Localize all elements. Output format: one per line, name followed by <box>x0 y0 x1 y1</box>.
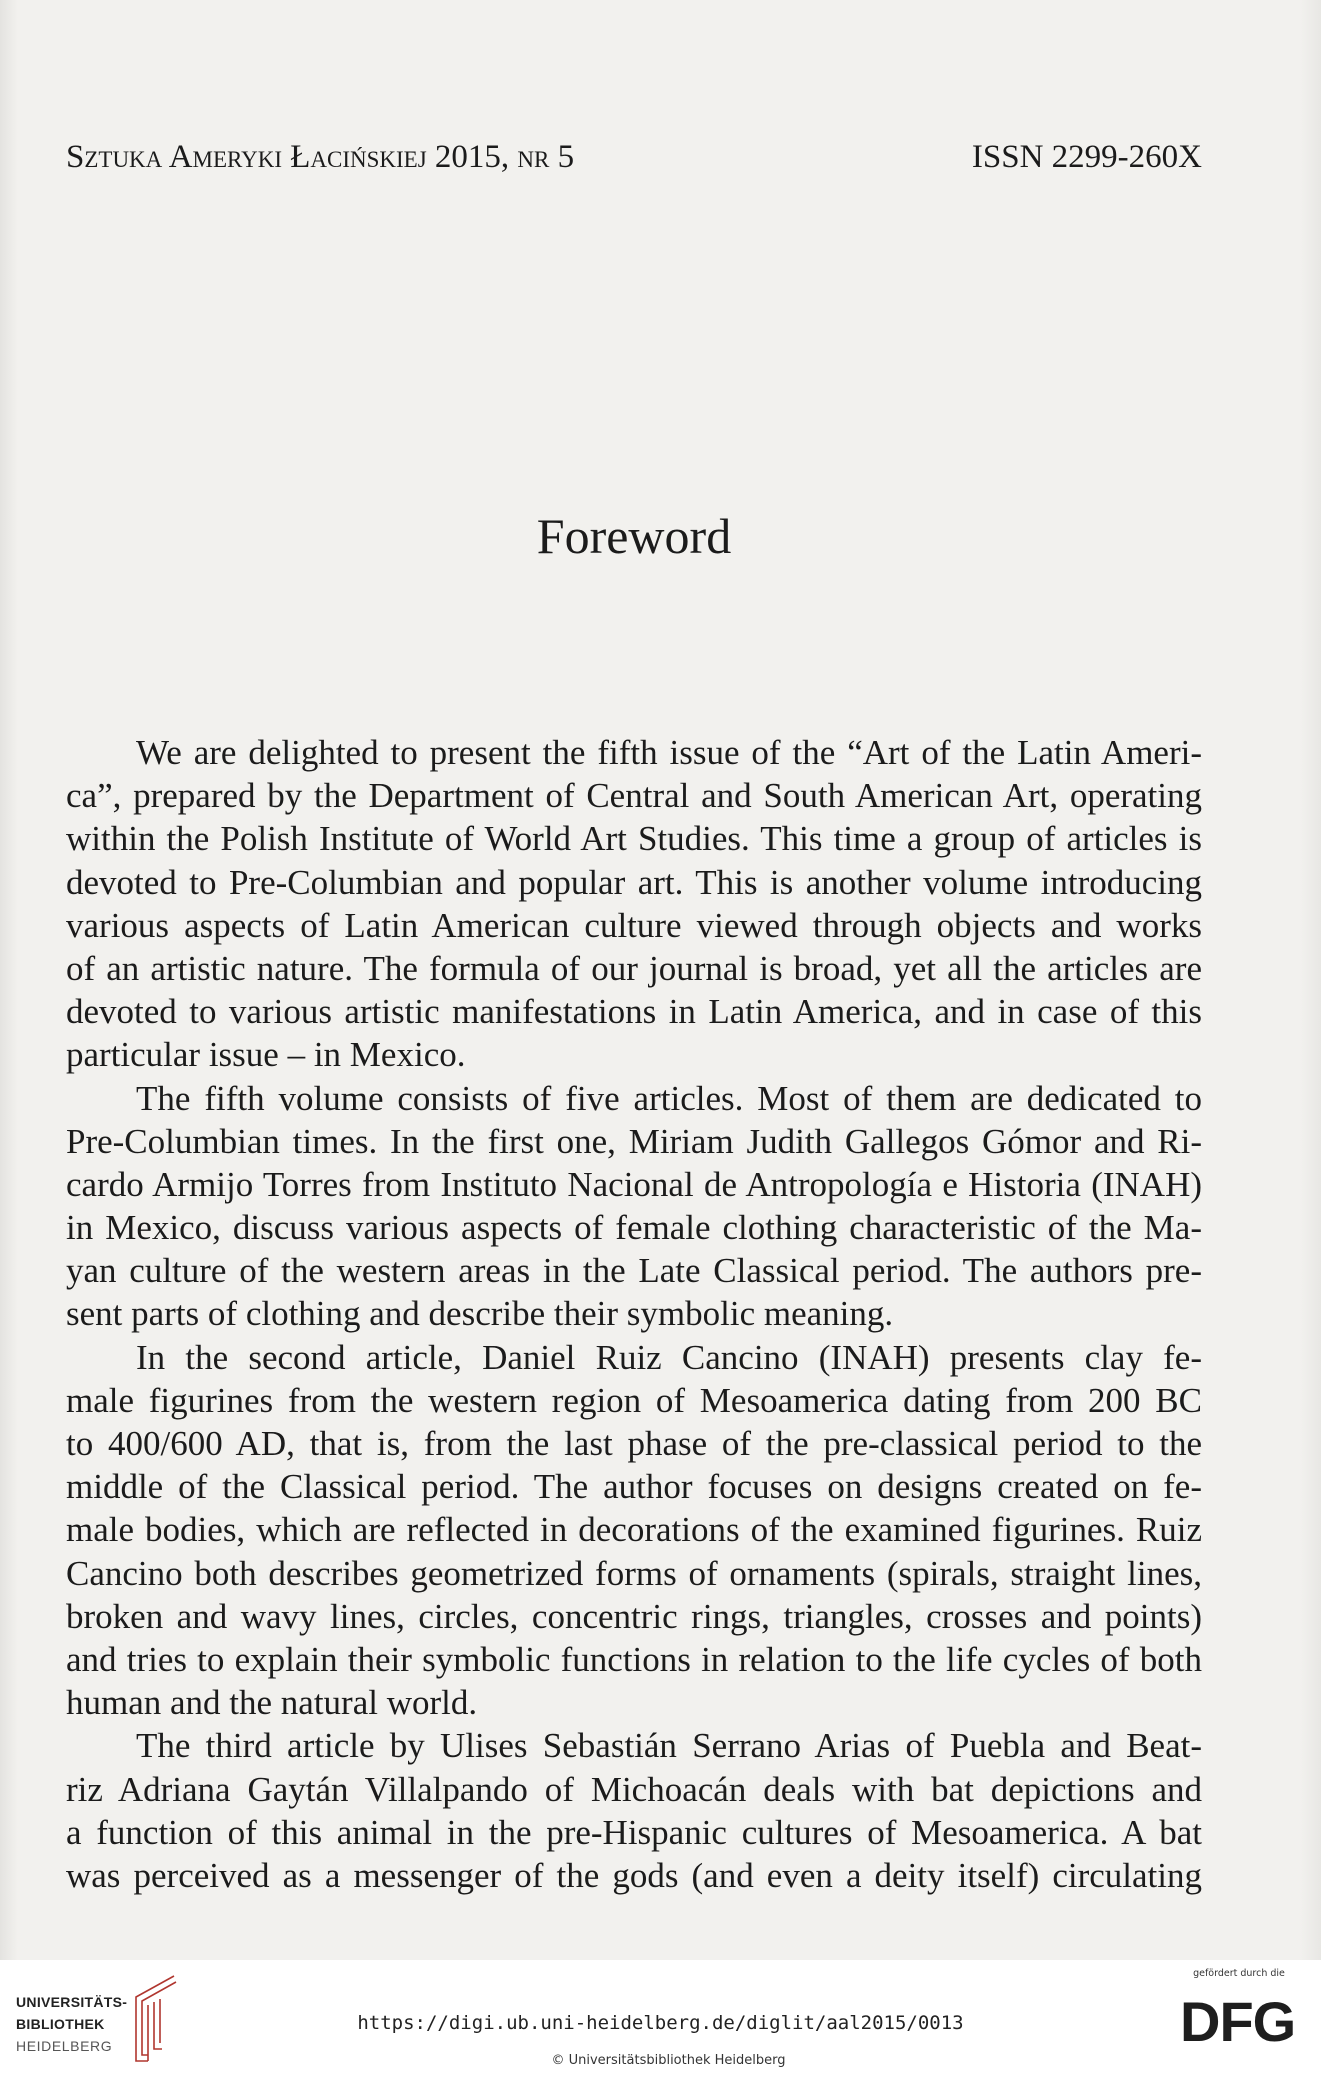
body-line: We are delighted to present the fifth issue of the “Art of the Latin Ameri- <box>136 733 1202 772</box>
body-line: male bodies, which are reflected in decorations of the examined figurines. Ruiz <box>66 1510 1202 1550</box>
body-line: The third article by Ulises Sebastián Serrano Arias of Puebla and Beat- <box>136 1726 1202 1766</box>
body-line: The fifth volume consists of five articles. Most of them are dedicated to <box>136 1078 1202 1118</box>
paragraph <box>66 731 1202 1077</box>
paragraph <box>66 1724 1202 1897</box>
body-line: sent parts of clothing and describe their symbolic meaning. <box>66 1294 894 1334</box>
body-line: in Mexico, discuss various aspects of female clothing characteristic of the Ma- <box>66 1208 1202 1248</box>
funder-caption: gefördert durch die <box>1193 1968 1285 1979</box>
body-line: Cancino both describes geometrized forms of ornaments (spirals, straight lines, <box>66 1553 1202 1593</box>
body-line: male figurines from the western region of Mesoamerica dating from 200 BC <box>66 1380 1202 1420</box>
body-line: was perceived as a messenger of the gods (and even a deity itself) circulating <box>66 1855 1202 1895</box>
page-title: Foreword <box>536 508 732 564</box>
body-line: ca”, prepared by the Department of Central and South American Art, operating <box>66 776 1202 816</box>
page-url: https://digi.ub.uni-heidelberg.de/diglit/aal2015/0013 <box>357 2012 964 2034</box>
body-line: a function of this animal in the pre-Hispanic cultures of Mesoamerica. A bat <box>66 1812 1202 1852</box>
body-line: In the second article, Daniel Ruiz Cancino (INAH) presents clay fe- <box>136 1337 1202 1377</box>
body-line: Pre-Columbian times. In the first one, Miriam Judith Gallegos Gómor and Ri- <box>66 1121 1202 1161</box>
running-head-journal: Sztuka Ameryki Łacińskiej 2015, nr 5 <box>66 139 575 175</box>
paragraph <box>66 1336 1202 1725</box>
body-line: within the Polish Institute of World Art Studies. This time a group of articles is <box>66 819 1202 859</box>
library-name-line: HEIDELBERG <box>16 2038 113 2054</box>
body-line: devoted to Pre-Columbian and popular art. This is another volume introducing <box>66 862 1202 902</box>
body-line: riz Adriana Gaytán Villalpando of Michoacán deals with bat depictions and <box>66 1769 1202 1809</box>
body-text <box>66 731 1202 1897</box>
body-line: particular issue – in Mexico. <box>66 1035 466 1075</box>
body-line: of an artistic nature. The formula of our journal is broad, yet all the articles are <box>66 948 1202 988</box>
body-line: and tries to explain their symbolic functions in relation to the life cycles of both <box>66 1639 1202 1679</box>
body-line: human and the natural world. <box>66 1683 478 1723</box>
body-line: yan culture of the western areas in the Late Classical period. The authors pre- <box>66 1251 1202 1291</box>
paragraph <box>66 1077 1202 1336</box>
body-line: cardo Armijo Torres from Instituto Nacional de Antropología e Historia (INAH) <box>66 1164 1202 1204</box>
body-line: devoted to various artistic manifestations in Latin America, and in case of this <box>66 992 1202 1032</box>
body-line: various aspects of Latin American culture viewed through objects and works <box>66 905 1202 945</box>
library-name-line: UNIVERSITÄTS- <box>16 1994 128 2010</box>
dfg-logo: DFG <box>1180 1990 1296 2053</box>
library-name-line: BIBLIOTHEK <box>16 2016 105 2032</box>
body-line: broken and wavy lines, circles, concentric rings, triangles, crosses and points) <box>66 1596 1202 1636</box>
body-line: to 400/600 AD, that is, from the last phase of the pre-classical period to the <box>66 1424 1202 1463</box>
body-line: middle of the Classical period. The author focuses on designs created on fe- <box>66 1467 1202 1507</box>
copyright-notice: © Universitätsbibliothek Heidelberg <box>551 2053 786 2068</box>
running-head-issn: ISSN 2299-260X <box>971 139 1202 175</box>
